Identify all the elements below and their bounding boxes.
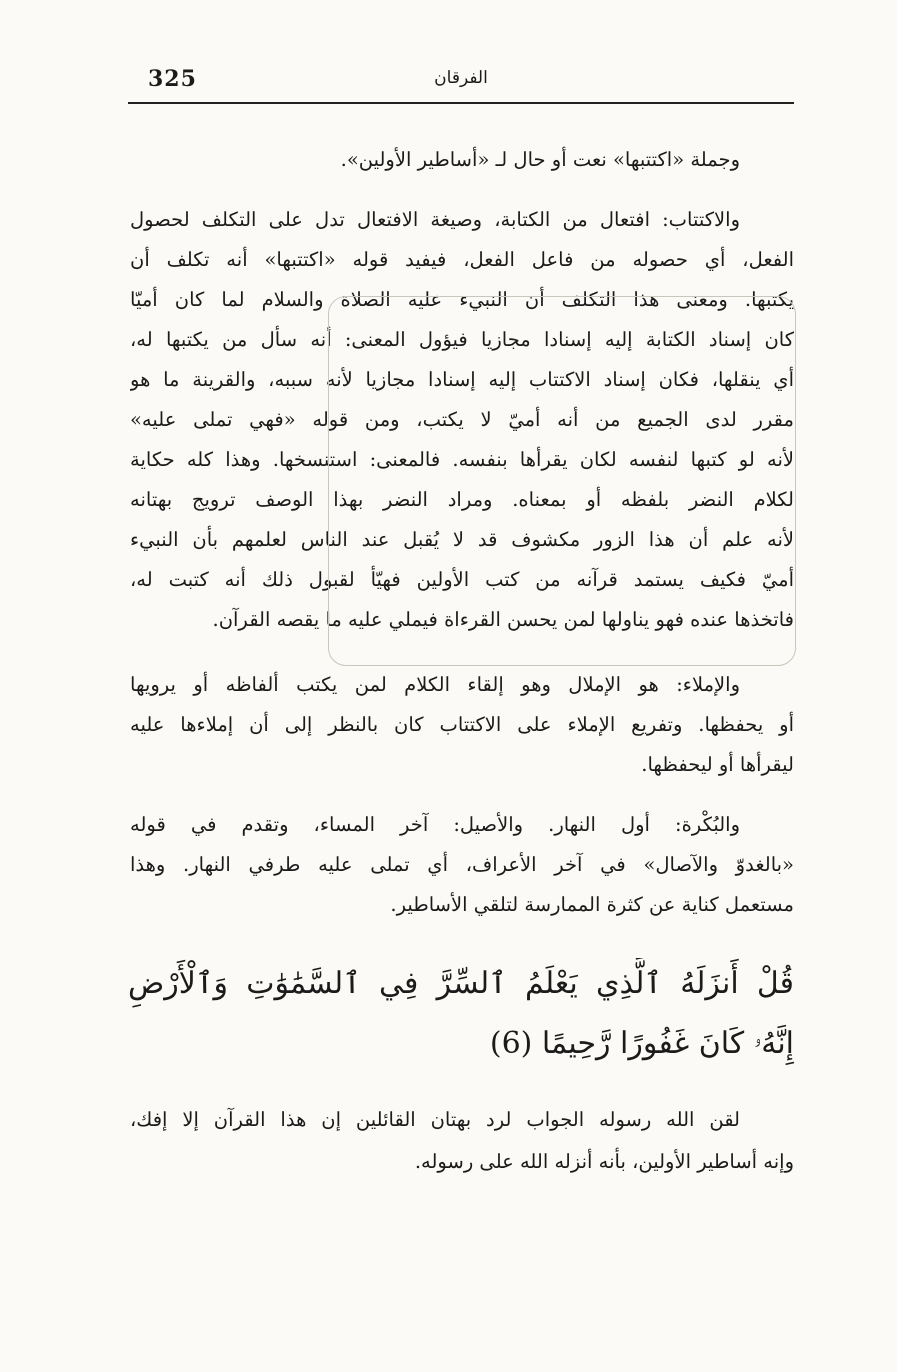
paragraph-line: مقرر لدى الجميع من أنه أميّ لا يكتب، ومن قوله «فهي تملى عليه» (130, 408, 794, 431)
paragraph-line: لقن الله رسوله الجواب لرد بهتان القائلين إن هذا القرآن إلا إفك، (130, 1108, 740, 1131)
margin-bracket (328, 296, 796, 666)
paragraph-line: لأنه لو كتبها لنفسه لكان يقرأها بنفسه. فالمعنى: استنسخها. وهذا كله حكاية (130, 448, 794, 471)
paragraph-line: أميّ فكيف يستمد قرآنه من كتب الأولين فهيّأ لقبول ذلك أنه كتبت له، (130, 568, 794, 591)
quran-verse-line-1: قُلْ أَنزَلَهُ ٱلَّذِي يَعْلَمُ ٱلسِّرَّ فِي ٱلسَّمَٰوَٰتِ وَٱلْأَرْضِ (128, 966, 794, 1001)
paragraph-line: أو يحفظها. وتفريع الإملاء على الاكتتاب كان بالنظر إلى أن إملاءها عليه (130, 713, 794, 736)
paragraph-line: والبُكْرة: أول النهار. والأصيل: آخر المساء، وتقدم في قوله (130, 813, 740, 836)
paragraph-line: أي ينقلها، فكان إسناد الاكتتاب إليه إسنادا مجازيا لأنه سببه، والقرينة ما هو (130, 368, 794, 391)
page-header (128, 62, 794, 104)
paragraph-line: مستعمل كناية عن كثرة الممارسة لتلقي الأساطير. (390, 893, 794, 916)
paragraph-line: فاتخذها عنده فهو يناولها لمن يحسن القرءاة فيملي عليه ما يقصه القرآن. (212, 608, 794, 631)
paragraph-line: لأنه علم أن هذا الزور مكشوف قد لا يُقبل عند الناس لعلمهم بأن النبيء (130, 528, 794, 551)
paragraph-line: والإملاء: هو الإملال وهو إلقاء الكلام لمن يكتب ألفاظه أو يرويها (130, 673, 740, 696)
paragraph-line: وجملة «اكتتبها» نعت أو حال لـ «أساطير الأولين». (340, 148, 740, 171)
paragraph-line: لكلام النضر بلفظه أو بمعناه. ومراد النضر بهذا الوصف ترويج بهتانه (130, 488, 794, 511)
paragraph-line: «بالغدوّ والآصال» في آخر الأعراف، أي تملى عليه طرفي النهار. وهذا (130, 853, 794, 876)
paragraph-line: ليقرأها أو ليحفظها. (641, 753, 794, 776)
paragraph-line: كان إسناد الكتابة إليه إسنادا مجازيا فيؤول المعنى: أنه سأل من يكتبها له، (130, 328, 794, 351)
running-title: الفرقان (434, 68, 488, 88)
paragraph-line: يكتبها. ومعنى هذا التكلف أن النبيء عليه الصلاة والسلام لما كان أميّا (130, 288, 794, 311)
paragraph-line: وإنه أساطير الأولين، بأنه أنزله الله على رسوله. (414, 1150, 794, 1173)
paragraph-line: والاكتتاب: افتعال من الكتابة، وصيغة الافتعال تدل على التكلف لحصول (130, 208, 740, 231)
paragraph-line: الفعل، أي حصوله من فاعل الفعل، فيفيد قوله «اكتتبها» أنه تكلف أن (130, 248, 794, 271)
page-number: 325 (148, 66, 197, 92)
quran-verse-line-2: إِنَّهُۥ كَانَ غَفُورًا رَّحِيمًا (6) (489, 1026, 794, 1061)
